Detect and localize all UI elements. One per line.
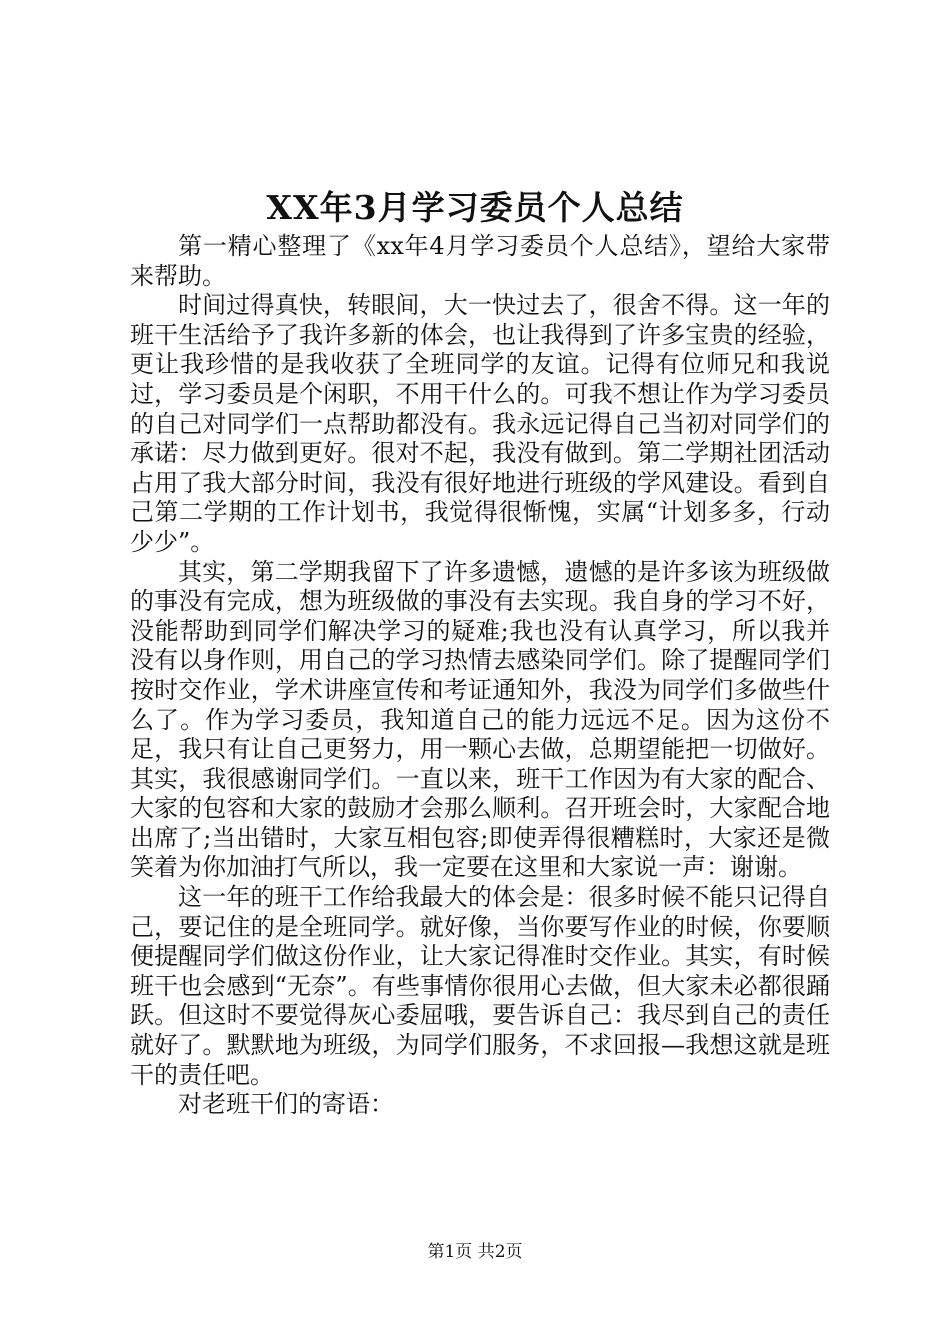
paragraph-intro: 第一精心整理了《xx年4月学习委员个人总结》，望给大家带来帮助。 bbox=[130, 232, 830, 290]
paragraph-experience: 这一年的班干工作给我最大的体会是：很多时候不能只记得自己，要记住的是全班同学。就好像，当你要写作业的时候，你要顺便提醒同学们做这份作业，让大家记得准时交作业。其实，有时候班干也会感到“无奈”。有些事情你很用心去做，但大家未必都很踊跃。但这时不要觉得灰心委屈哦，要告诉自己：我尽到自己的责任就好了。默默地为班级，为同学们服务，不求回报—我想这就是班干的责任吧。 bbox=[130, 883, 830, 1089]
page-footer: 第1页 共2页 bbox=[427, 1242, 523, 1262]
document-body bbox=[130, 232, 830, 1120]
document-title: XX年3月学习委员个人总结 bbox=[266, 188, 684, 227]
paragraph-message: 对老班干们的寄语： bbox=[178, 1090, 394, 1119]
paragraph-reflection: 时间过得真快，转眼间，大一快过去了，很舍不得。这一年的班干生活给予了我许多新的体会，也让我得到了许多宝贵的经验，更让我珍惜的是我收获了全班同学的友谊。记得有位师兄和我说过，学习委员是个闲职，不用干什么的。可我不想让作为学习委员的自己对同学们一点帮助都没有。我永远记得自己当初对同学们的承诺：尽力做到更好。很对不起，我没有做到。第二学期社团活动占用了我大部分时间，我没有很好地进行班级的学风建设。看到自己第二学期的工作计划书，我觉得很惭愧，实属“计划多多，行动少少”。 bbox=[130, 291, 830, 556]
paragraph-regrets: 其实，第二学期我留下了许多遗憾，遗憾的是许多该为班级做的事没有完成，想为班级做的事没有去实现。我自身的学习不好，没能帮助到同学们解决学习的疑难;我也没有认真学习，所以我并没有以身作则，用自己的学习热情去感染同学们。除了提醒同学们按时交作业，学术讲座宣传和考证通知外，我没为同学们多做些什么了。作为学习委员，我知道自己的能力远远不足。因为这份不足，我只有让自己更努力，用一颗心去做，总期望能把一切做好。其实，我很感谢同学们。一直以来，班干工作因为有大家的配合、大家的包容和大家的鼓励才会那么顺利。召开班会时，大家配合地出席了;当出错时，大家互相包容;即使弄得很糟糕时，大家还是微笑着为你加油打气所以，我一定要在这里和大家说一声：谢谢。 bbox=[130, 557, 830, 882]
